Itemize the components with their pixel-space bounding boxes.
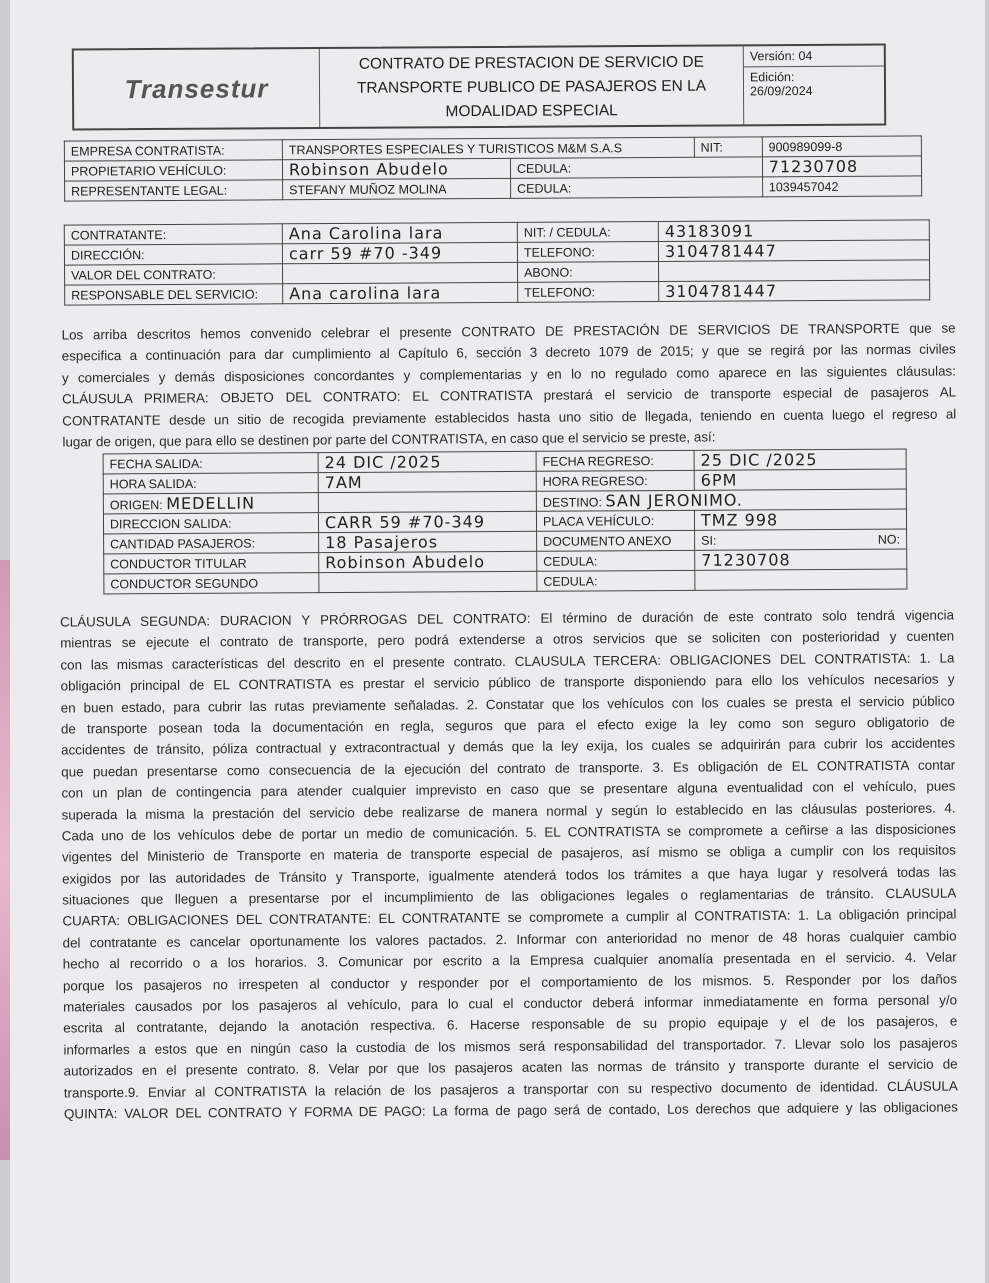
- empresa-value: TRANSPORTES ESPECIALES Y TURISTICOS M&M S.A.S: [282, 137, 694, 160]
- field-label: TELEFONO:: [518, 282, 659, 303]
- field-label: HORA REGRESO:: [536, 470, 694, 491]
- field-label: DIRECCIÓN:: [64, 244, 282, 265]
- text-line: escrita al contratante, dejando la anotación respectiva. 6. Hacerse responsable de su propio equipaje y el de los pasajeros, e: [63, 1013, 958, 1036]
- text-line: autorizados en el presente contrato. 8. Velar por que los pasajeros acaten las normas de tránsito y transporte durante el servicio de: [63, 1056, 958, 1079]
- client-table: [64, 219, 930, 305]
- field-label: CANTIDAD PASAJEROS:: [104, 533, 319, 554]
- field-label: PROPIETARIO VEHÍCULO:: [64, 160, 282, 181]
- document-header: [72, 44, 886, 131]
- hora-salida-value: 7AM: [318, 471, 536, 492]
- responsable-value: Ana carolina lara: [283, 282, 518, 303]
- version-box: [744, 46, 884, 125]
- field-label: PLACA VEHÍCULO:: [536, 510, 694, 531]
- trip-table: [103, 449, 908, 595]
- field-label: NIT:: [694, 137, 762, 157]
- text-line: del contratante es cancelar oportunamente los valores pactados. 2. Informar con anterioridad no menor de 48 horas cualquier cambio: [62, 928, 957, 951]
- text-line: con las mismas características del descrito en el presente contrato. CLAUSULA TERCERA: OBLIGACIONES DEL CONTRATISTA: 1. La: [60, 650, 955, 673]
- conductor-titular-value: Robinson Abudelo: [319, 551, 537, 572]
- text-line: CLÁUSULA PRIMERA: OBJETO DEL CONTRATO: EL CONTRATISTA prestará el servicio de transporte especial de pasajeros AL: [62, 384, 957, 407]
- field-label: CEDULA:: [537, 550, 695, 571]
- documento-si: SI:: [695, 530, 789, 551]
- intro-paragraph: [62, 317, 957, 452]
- title-line: TRANSPORTE PUBLICO DE PASAJEROS EN LA: [356, 77, 707, 97]
- text-line: lugar de origen, que para ello se destinen por parte del CONTRATISTA, en caso que el servicio se preste, así:: [62, 429, 716, 450]
- valor-value: [283, 262, 518, 283]
- field-label: REPRESENTANTE LEGAL:: [65, 180, 283, 201]
- field-label: CEDULA:: [537, 570, 695, 591]
- title-line: MODALIDAD ESPECIAL: [445, 102, 618, 121]
- field-label: DIRECCION SALIDA:: [103, 513, 318, 534]
- title-line: CONTRATO DE PRESTACION DE SERVICIO DE: [358, 53, 704, 73]
- text-line: porque los pasajeros no irrespeten al conductor y responder por el comportamiento de los mismos. 5. Responder por los daños: [62, 971, 957, 994]
- field-label: FECHA REGRESO:: [536, 450, 694, 471]
- destino-value: SAN JERONIMO.: [605, 490, 743, 511]
- representante-cedula: 1039457042: [762, 176, 921, 197]
- fecha-salida-value: 24 DIC /2025: [318, 451, 536, 472]
- propietario-value: Robinson Abudelo: [282, 158, 510, 179]
- text-line: que puedan presentarse como consecuencia de la ejecución del contrato de transporte. 3. Es obligación de EL CONTRATISTA contar: [61, 757, 956, 780]
- nit-value: 900989099-8: [762, 136, 921, 157]
- text-line: accidentes de tránsito, póliza contractual y extracontractual y demás que la ley exija, los cuales se adquirirán para cubrir los accidentes: [61, 735, 956, 758]
- text-line: especifica a continuación para dar cumplimiento al Capítulo 6, sección 3 decreto 1079 de 2015; y que se regirá por las normas civiles: [61, 341, 956, 364]
- version-label: Versión: 04: [744, 46, 884, 68]
- hora-regreso-value: 6PM: [694, 469, 906, 490]
- field-label: EMPRESA CONTRATISTA:: [64, 140, 282, 161]
- clauses-paragraph: [60, 604, 958, 1124]
- text-line: mientras se ejecute el contrato de transporte, pero podrá extenderse a otros servicios que se soliciten con posterioridad y cuenten: [60, 628, 955, 651]
- telefono2-value: 3104781447: [659, 280, 930, 302]
- destino-cell: DESTINO: SAN JERONIMO.: [536, 489, 906, 511]
- nit-cedula-value: 43183091: [658, 220, 929, 242]
- text-line: superada la misma la prestación del servicio debe realizarse de manera normal y según lo establecido en las cláusulas posteriores. 4.: [61, 800, 956, 823]
- origen-value: MEDELLIN: [166, 493, 256, 514]
- text-line: vigentes del Ministerio de Transporte en materia de transporte especial de pasajeros, así mismo se obliga a cumplir con los requisitos: [61, 842, 956, 865]
- origen-cell: ORIGEN: MEDELLIN: [103, 493, 318, 514]
- field-label: CONDUCTOR TITULAR: [104, 553, 319, 574]
- placa-value: TMZ 998: [694, 509, 906, 530]
- edition-date: 26/09/2024: [749, 83, 813, 99]
- field-label: RESPONSABLE DEL SERVICIO:: [65, 284, 283, 305]
- company-logo: Transestur: [74, 49, 320, 129]
- company-table: [64, 135, 922, 201]
- contratante-value: Ana Carolina lara: [282, 222, 517, 243]
- field-label: HORA SALIDA:: [103, 473, 318, 494]
- documento-no: NO:: [789, 529, 907, 550]
- field-label: ABONO:: [517, 262, 658, 283]
- propietario-cedula: 71230708: [762, 156, 921, 177]
- text-line: informarles a estos que en ningún caso la custodia de los mismos será responsabilidad del transportador. 7. Llevar solo los pasajeros: [63, 1035, 958, 1058]
- field-label: NIT: / CEDULA:: [517, 222, 658, 243]
- direccion-salida-value: CARR 59 #70-349: [318, 511, 536, 532]
- field-label: DOCUMENTO ANEXO: [537, 530, 695, 551]
- text-line: CONTRATANTE desde un sitio de recogida previamente establecidos hasta uno sitio de llegada, teniendo en cuenta luego el regreso al: [62, 406, 957, 429]
- text-line: CLÁUSULA SEGUNDA: DURACION Y PRÓRROGAS DEL CONTRATO: El término de duración de este contrato solo tendrá vigencia: [60, 607, 955, 630]
- fecha-regreso-value: 25 DIC /2025: [694, 449, 906, 470]
- text-line: exigidos por las autoridades de Tránsito y Transporte, igualmente atenderá todos los trámites a que haya lugar y resolverá todas las: [62, 864, 957, 887]
- representante-value: STEFANY MUÑOZ MOLINA: [283, 178, 511, 199]
- text-line: y comerciales y demás disposiciones concordantes y complementarias y en lo no regulado como aparece en las siguientes cláusulas:: [61, 363, 956, 386]
- text-line: CUARTA: OBLIGACIONES DEL CONTRATANTE: EL CONTRATANTE se compromete a cumplir al CONTRATISTA: 1. La obligación principal: [62, 906, 957, 929]
- conductor-titular-cedula: 71230708: [695, 549, 907, 570]
- telefono-value: 3104781447: [658, 240, 929, 262]
- text-line: de transporte posean toda la documentación en regla, seguros que para el efecto exige la ley como son seguro obligatorio de: [60, 714, 955, 737]
- text-line: materiales causados por los pasajeros al vehículo, para lo cual el conductor deberá informar inmediatamente en forma personal y/o: [63, 992, 958, 1015]
- text-line: en buen estado, para cubrir las rutas previamente señaladas. 2. Constatar que los vehículos con los cuales se presta el servicio público: [60, 693, 955, 716]
- text-line: Los arriba descritos hemos convenido celebrar el presente CONTRATO DE PRESTACIÓN DE SERVICIOS DE TRANSPORTE que se: [61, 320, 956, 343]
- direccion-value: carr 59 #70 -349: [282, 242, 517, 263]
- conductor-segundo-cedula: [695, 569, 907, 590]
- abono-value: [658, 260, 929, 282]
- field-label: VALOR DEL CONTRATO:: [65, 264, 283, 285]
- cantidad-value: 18 Pasajeros: [319, 531, 537, 552]
- text-line: situaciones que lleguen a presentarse por el incumplimiento de las obligaciones legales o reglamentarias de tránsito. CLAUSULA: [62, 885, 957, 908]
- text-line: transporte.9. Enviar al CONTRATISTA la relación de los pasajeros a transportar con su respectivo documento de identidad. CLÁUSULA: [63, 1078, 958, 1101]
- text-line: obligación principal de EL CONTRATISTA es prestar el servicio público de transporte disponiendo para ello los vehículos necesarios y: [60, 671, 955, 694]
- text-line: hecho al recorrido o a los horarios. 3. Comunicar por escrito a la Empresa cualquier anomalía presentada en el servicio. 4. Velar: [62, 949, 957, 972]
- field-label: FECHA SALIDA:: [103, 453, 318, 474]
- conductor-segundo-value: [319, 571, 537, 592]
- field-label: CEDULA:: [511, 177, 763, 199]
- field-label: TELEFONO:: [517, 242, 658, 263]
- field-label: CEDULA:: [510, 157, 762, 179]
- text-line: Cada uno de los vehículos debe de portar un medio de comunicación. 5. EL CONTRATISTA se compromete a ceñirse a las disposiciones: [61, 821, 956, 844]
- field-label: CONDUCTOR SEGUNDO: [104, 573, 319, 594]
- field-label: CONTRATANTE:: [64, 224, 282, 245]
- text-line: QUINTA: VALOR DEL CONTRATO Y FORMA DE PAGO: La forma de pago será de contado, Los derechos que adquiere y las obligaciones: [63, 1099, 958, 1122]
- edition-label: Edición: 26/09/2024: [749, 70, 813, 99]
- text-line: con un plan de contingencia para atender cualquier imprevisto en caso que se presentare alguna eventualidad con el vehículo, pues: [61, 778, 956, 801]
- table-row: [104, 569, 907, 594]
- document-title: [320, 46, 744, 127]
